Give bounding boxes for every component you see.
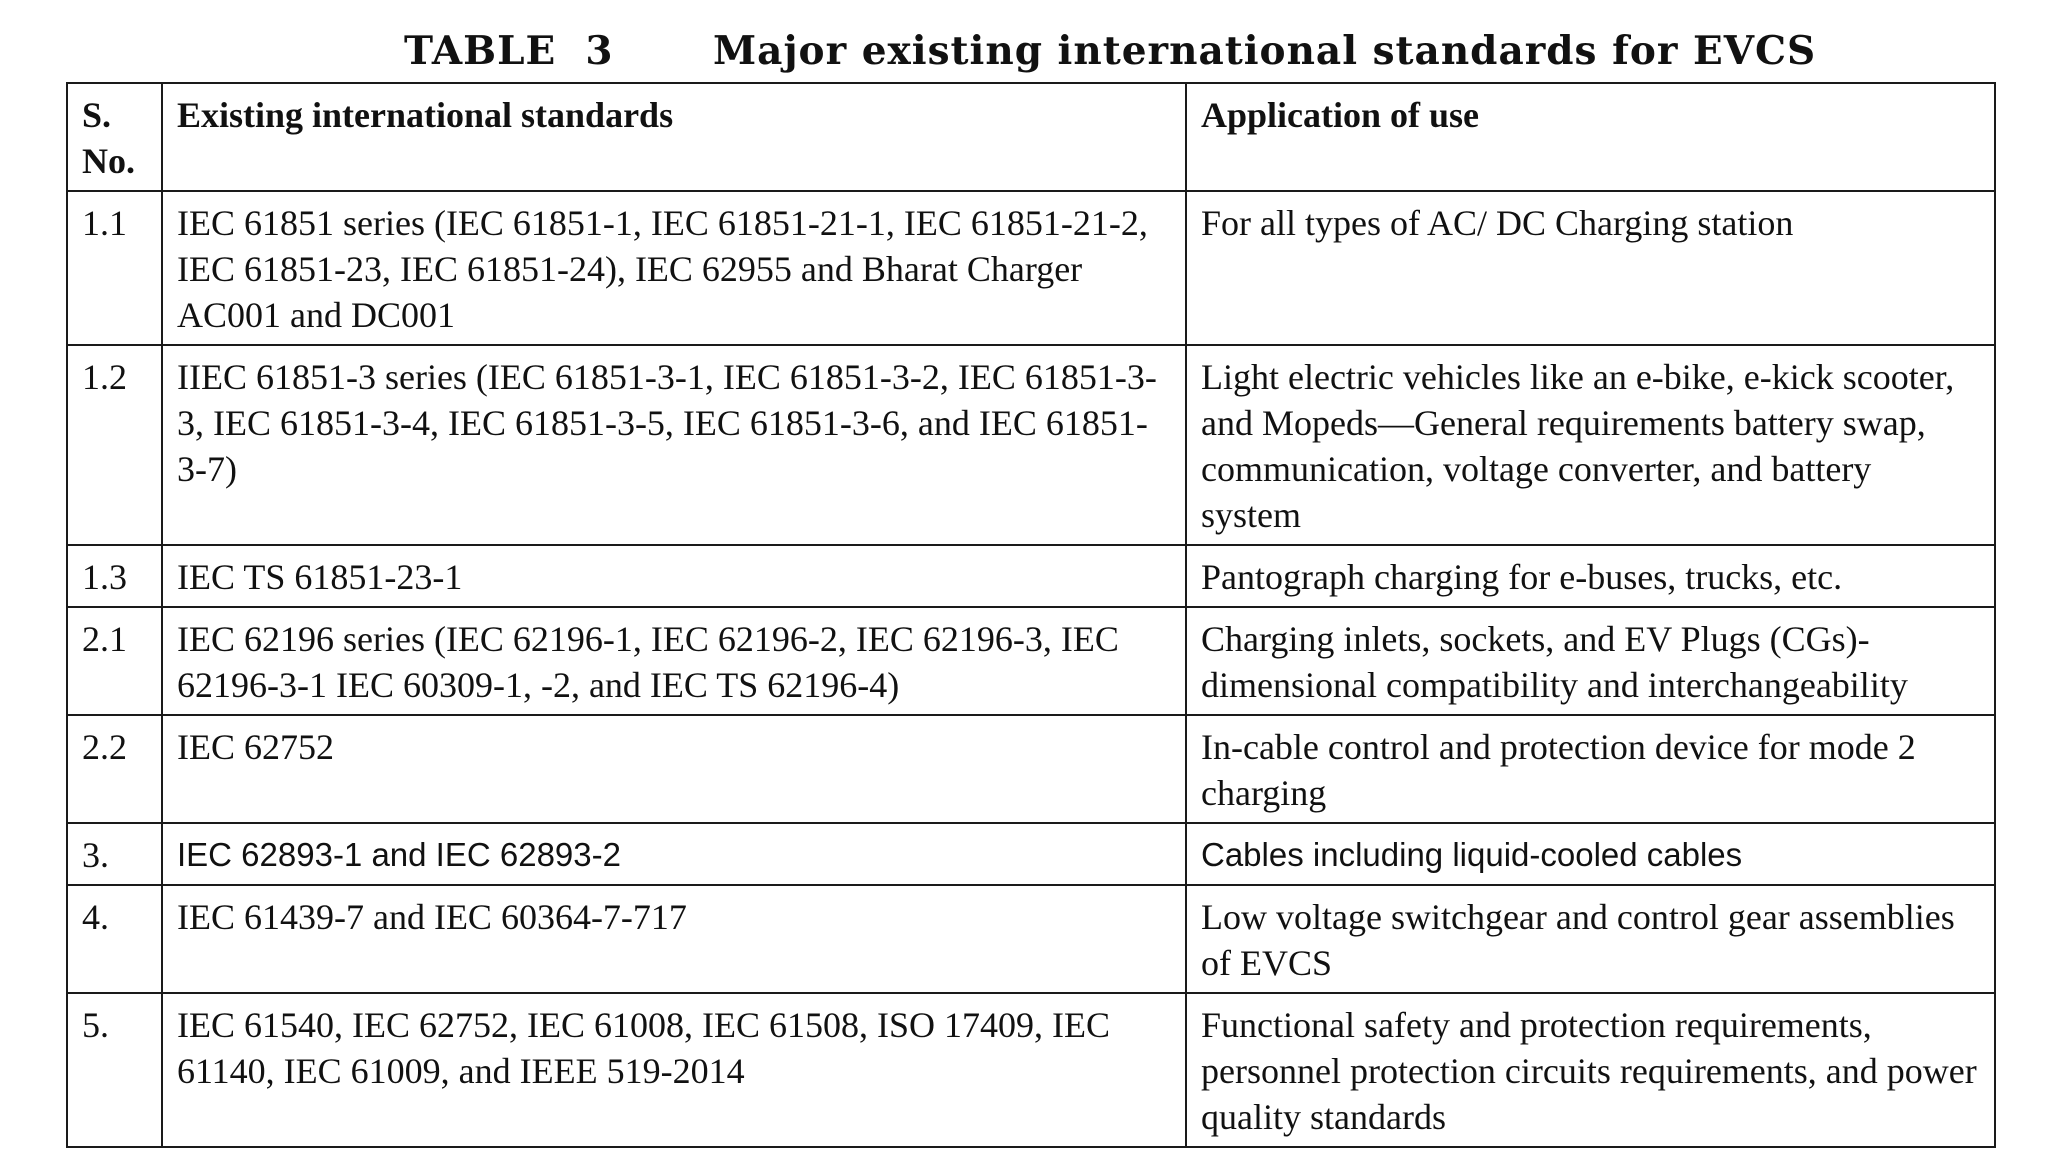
row-sno: 2.2 — [67, 715, 162, 823]
row-application: Functional safety and protection requirements, personnel protection circuits requirements, and power quality standards — [1186, 993, 1995, 1147]
row-standards: IEC 61851 series (IEC 61851-1, IEC 61851-21-1, IEC 61851-21-2, IEC 61851-23, IEC 61851-24), IEC 62955 and Bharat Charger AC001 and DC001 — [162, 191, 1186, 345]
table-row — [67, 545, 1995, 607]
table-header-row — [67, 83, 1995, 191]
table-caption — [0, 24, 2048, 78]
header-standards: Existing international standards — [162, 83, 1186, 191]
header-sno: S. No. — [67, 83, 162, 191]
table-number: TABLE 3 — [404, 28, 614, 74]
table-row — [67, 823, 1995, 885]
row-standards: IEC 62196 series (IEC 62196-1, IEC 62196-2, IEC 62196-3, IEC 62196-3-1 IEC 60309-1, -2, and IEC TS 62196-4) — [162, 607, 1186, 715]
row-application: In-cable control and protection device for mode 2 charging — [1186, 715, 1995, 823]
table-row — [67, 607, 1995, 715]
row-sno: 1.3 — [67, 545, 162, 607]
row-sno: 4. — [67, 885, 162, 993]
row-standards: IEC TS 61851-23-1 — [162, 545, 1186, 607]
row-application: Charging inlets, sockets, and EV Plugs (CGs)-dimensional compatibility and interchangeability — [1186, 607, 1995, 715]
table-row — [67, 993, 1995, 1147]
row-sno: 1.2 — [67, 345, 162, 545]
table-title: Major existing international standards for EVCS — [713, 28, 1817, 74]
table-row — [67, 715, 1995, 823]
standards-table — [66, 82, 1996, 1148]
row-sno: 1.1 — [67, 191, 162, 345]
row-application: Low voltage switchgear and control gear assemblies of EVCS — [1186, 885, 1995, 993]
table-row — [67, 345, 1995, 545]
header-application: Application of use — [1186, 83, 1995, 191]
table-row — [67, 885, 1995, 993]
row-application: Pantograph charging for e-buses, trucks, etc. — [1186, 545, 1995, 607]
row-sno: 2.1 — [67, 607, 162, 715]
row-sno: 3. — [67, 823, 162, 885]
table-row — [67, 191, 1995, 345]
row-sno: 5. — [67, 993, 162, 1147]
row-application: For all types of AC/ DC Charging station — [1186, 191, 1995, 345]
row-application: Cables including liquid-cooled cables — [1186, 823, 1995, 885]
row-standards: IEC 62752 — [162, 715, 1186, 823]
row-standards: IEC 61540, IEC 62752, IEC 61008, IEC 61508, ISO 17409, IEC 61140, IEC 61009, and IEEE 519-2014 — [162, 993, 1186, 1147]
row-standards: IEC 62893-1 and IEC 62893-2 — [162, 823, 1186, 885]
row-standards: IIEC 61851-3 series (IEC 61851-3-1, IEC 61851-3-2, IEC 61851-3-3, IEC 61851-3-4, IEC 61851-3-5, IEC 61851-3-6, and IEC 61851-3-7) — [162, 345, 1186, 545]
row-application: Light electric vehicles like an e-bike, e-kick scooter, and Mopeds—General requirements battery swap, communication, voltage converter, and battery system — [1186, 345, 1995, 545]
row-standards: IEC 61439-7 and IEC 60364-7-717 — [162, 885, 1186, 993]
